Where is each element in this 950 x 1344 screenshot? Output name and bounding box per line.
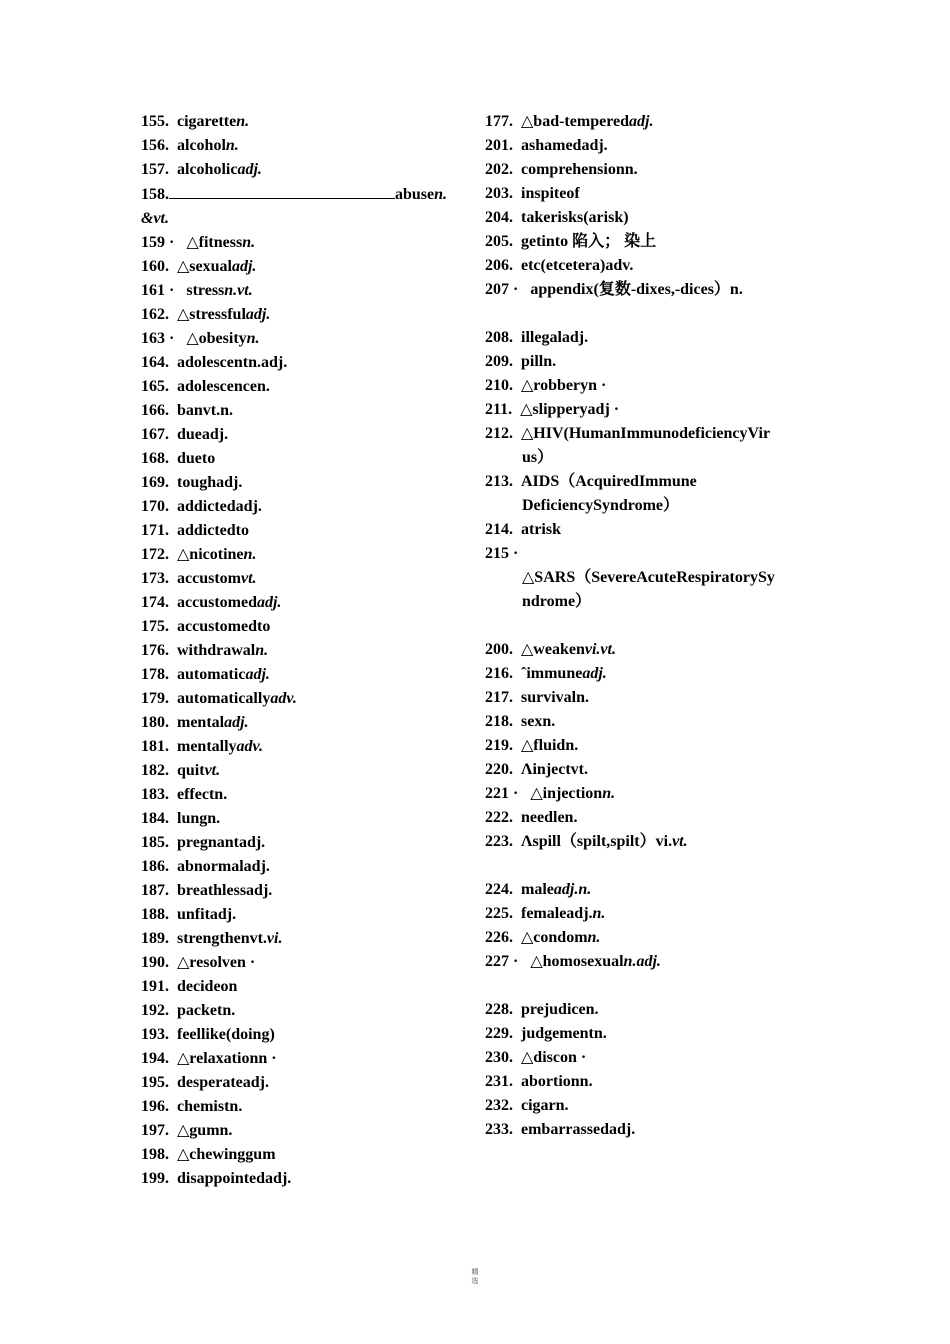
entry-word: △weaken xyxy=(521,641,585,658)
entry-number: 192. xyxy=(141,1002,169,1019)
entry-number: 212. xyxy=(485,425,513,442)
entry-number: 200. xyxy=(485,641,513,658)
entry-number: 156. xyxy=(141,137,169,154)
entry-number: 166. xyxy=(141,402,169,419)
entry-word: prejudicen. xyxy=(521,1001,599,1018)
entry-number: 223. xyxy=(485,833,513,850)
vocab-entry xyxy=(141,423,471,447)
entry-number: 213. xyxy=(485,473,513,490)
entry-number: 217. xyxy=(485,689,513,706)
entry-word: stress xyxy=(186,282,225,299)
entry-word: △SARS（SevereAcuteRespiratorySy xyxy=(522,569,775,586)
entry-number: 178. xyxy=(141,666,169,683)
vocab-entry xyxy=(485,1022,815,1046)
vocab-entry xyxy=(141,447,471,471)
entry-number: 207 · xyxy=(485,281,523,298)
vocab-entry xyxy=(485,518,815,542)
entry-part-of-speech: vt. xyxy=(240,570,257,587)
entry-word: ashamedadj. xyxy=(521,137,608,154)
entry-part-of-speech: adv. xyxy=(236,738,264,755)
vocab-entry xyxy=(485,422,815,446)
vocab-entry xyxy=(485,590,815,614)
entry-word: Λspill（spilt,spilt）vi. xyxy=(521,833,673,850)
entry-part-of-speech: n.vt. xyxy=(224,282,253,299)
entry-word: adolescencen. xyxy=(177,378,270,395)
vocab-entry xyxy=(485,182,815,206)
entry-word: △nicotine xyxy=(177,546,244,563)
entry-number: 224. xyxy=(485,881,513,898)
entry-word: toughadj. xyxy=(177,474,243,491)
entry-part-of-speech: n. xyxy=(225,137,239,154)
entry-word: cigarette xyxy=(177,113,237,130)
vocab-entry xyxy=(141,255,471,279)
entry-word: automatic xyxy=(177,666,246,683)
entry-number: 177. xyxy=(485,113,513,130)
entry-part-of-speech: adj. xyxy=(237,161,262,178)
entry-number: 204. xyxy=(485,209,513,226)
vocab-entry xyxy=(485,830,815,854)
vocab-entry xyxy=(485,1046,815,1070)
entry-part-of-speech: n. xyxy=(246,330,260,347)
entry-number: 226. xyxy=(485,929,513,946)
vocab-entry xyxy=(141,807,471,831)
vocab-entry xyxy=(485,806,815,830)
entry-number: 220. xyxy=(485,761,513,778)
entry-number: 187. xyxy=(141,882,169,899)
entry-number: 158. xyxy=(141,186,169,203)
entry-word: inspiteof xyxy=(521,185,580,202)
vocab-entry xyxy=(485,134,815,158)
entry-word: etc(etcetera)adv. xyxy=(521,257,634,274)
vocab-entry xyxy=(141,831,471,855)
entry-number: 229. xyxy=(485,1025,513,1042)
entry-number: 180. xyxy=(141,714,169,731)
entry-word: accustomedto xyxy=(177,618,271,635)
entry-word: mental xyxy=(177,714,225,731)
entry-number: 186. xyxy=(141,858,169,875)
vocab-entry xyxy=(141,543,471,567)
entry-word: disappointedadj. xyxy=(177,1170,292,1187)
vocab-entry xyxy=(485,398,815,422)
entry-number: 199. xyxy=(141,1170,169,1187)
entry-part-of-speech: adj. xyxy=(582,665,607,682)
entry-number: 195. xyxy=(141,1074,169,1091)
entry-word: ˆimmune xyxy=(521,665,583,682)
vocab-entry xyxy=(485,950,815,974)
entry-number: 185. xyxy=(141,834,169,851)
entry-number: 194. xyxy=(141,1050,169,1067)
entry-word: △fluidn. xyxy=(521,737,579,754)
vocab-entry xyxy=(141,591,471,615)
entry-word: us） xyxy=(522,449,554,466)
vocab-entry xyxy=(141,327,471,351)
vocab-entry xyxy=(141,351,471,375)
entry-number: 215 · xyxy=(485,545,523,562)
entry-word: cigarn. xyxy=(521,1097,569,1114)
entry-number: 233. xyxy=(485,1121,513,1138)
entry-word: withdrawal xyxy=(177,642,256,659)
entry-number: 173. xyxy=(141,570,169,587)
vocab-entry xyxy=(485,782,815,806)
entry-part-of-speech: adj. xyxy=(629,113,654,130)
entry-word: DeficiencySyndrome） xyxy=(522,497,680,514)
entry-word: desperateadj. xyxy=(177,1074,269,1091)
entry-number: 198. xyxy=(141,1146,169,1163)
entry-word: comprehensionn. xyxy=(521,161,638,178)
entry-number: 209. xyxy=(485,353,513,370)
vocab-entry xyxy=(141,303,471,327)
vocab-entry xyxy=(485,878,815,902)
entry-word: abortionn. xyxy=(521,1073,593,1090)
entry-number: 188. xyxy=(141,906,169,923)
entry-word: needlen. xyxy=(521,809,578,826)
entry-part-of-speech: n. xyxy=(236,113,250,130)
entry-word: effectn. xyxy=(177,786,228,803)
entry-word: Λinjectvt. xyxy=(521,761,588,778)
entry-word: △homosexual xyxy=(530,953,624,970)
right-vocabulary-column xyxy=(485,110,815,1142)
vocab-entry xyxy=(485,278,815,302)
entry-word: △slipperyadj · xyxy=(520,401,620,418)
vocab-entry xyxy=(141,999,471,1023)
vocab-entry xyxy=(485,446,815,470)
entry-number: 181. xyxy=(141,738,169,755)
entry-number: 205. xyxy=(485,233,513,250)
entry-number: 232. xyxy=(485,1097,513,1114)
entry-word: getinto 陷入； 染上 xyxy=(521,233,657,250)
vocab-entry xyxy=(485,374,815,398)
entry-number: 221 · xyxy=(485,785,523,802)
vocab-entry xyxy=(141,231,471,255)
entry-word: △sexual xyxy=(177,258,232,275)
entry-part-of-speech: n.adj. xyxy=(623,953,661,970)
entry-part-of-speech: vt. xyxy=(672,833,688,850)
entry-word: mentally xyxy=(177,738,237,755)
entry-part-of-speech: n. xyxy=(587,929,601,946)
vocab-entry xyxy=(141,158,471,182)
vocab-entry xyxy=(141,110,471,134)
entry-number: 219. xyxy=(485,737,513,754)
entry-part-of-speech: adj. xyxy=(256,594,282,611)
entry-word: chemistn. xyxy=(177,1098,243,1115)
entry-word: survivaln. xyxy=(521,689,590,706)
entry-word: sexn. xyxy=(521,713,556,730)
entry-word: unfitadj. xyxy=(177,906,237,923)
entry-word: pregnantadj. xyxy=(177,834,266,851)
vocab-entry xyxy=(141,687,471,711)
entry-number: 170. xyxy=(141,498,169,515)
blank-spacer xyxy=(485,974,815,998)
entry-number: 203. xyxy=(485,185,513,202)
vocab-entry xyxy=(485,926,815,950)
vocab-entry xyxy=(141,1167,471,1191)
entry-number: 165. xyxy=(141,378,169,395)
vocab-entry xyxy=(141,207,471,231)
entry-number: 174. xyxy=(141,594,169,611)
entry-word: △relaxationn · xyxy=(177,1050,277,1067)
vocab-entry xyxy=(141,495,471,519)
vocab-entry xyxy=(141,951,471,975)
entry-number: 183. xyxy=(141,786,169,803)
entry-word: △gumn. xyxy=(177,1122,233,1139)
entry-word: △fitness xyxy=(186,234,243,251)
footer-char-1: 精 xyxy=(471,1268,479,1276)
entry-number: 189. xyxy=(141,930,169,947)
entry-number: 159 · xyxy=(141,234,179,251)
vocab-entry xyxy=(141,783,471,807)
entry-number: 169. xyxy=(141,474,169,491)
entry-part-of-speech: adj. xyxy=(231,258,257,275)
entry-number: 179. xyxy=(141,690,169,707)
entry-number: 191. xyxy=(141,978,169,995)
entry-part-of-speech: n. xyxy=(255,642,269,659)
vocab-entry xyxy=(141,567,471,591)
entry-number: 160. xyxy=(141,258,169,275)
entry-word: strengthenvt. xyxy=(177,930,267,947)
entry-word: male xyxy=(521,881,554,898)
vocab-entry xyxy=(141,903,471,927)
vocab-entry xyxy=(141,1143,471,1167)
entry-part-of-speech: vt. xyxy=(204,762,221,779)
vocab-entry xyxy=(485,158,815,182)
entry-number: 206. xyxy=(485,257,513,274)
entry-part-of-speech: adj. xyxy=(245,666,270,683)
vocab-entry xyxy=(485,758,815,782)
entry-word: feellike(doing) xyxy=(177,1026,275,1043)
entry-number: 201. xyxy=(485,137,513,154)
entry-word: decideon xyxy=(177,978,238,995)
entry-number: 214. xyxy=(485,521,513,538)
vocab-entry xyxy=(141,639,471,663)
entry-word: accustomed xyxy=(177,594,257,611)
entry-part-of-speech: adj.n. xyxy=(553,881,592,898)
entry-word: takerisks(arisk) xyxy=(521,209,629,226)
entry-number: 164. xyxy=(141,354,169,371)
entry-part-of-speech: &vt. xyxy=(141,210,169,227)
entry-word: abnormaladj. xyxy=(177,858,270,875)
vocab-entry xyxy=(141,927,471,951)
entry-word: △stressful xyxy=(177,306,246,323)
entry-word: packetn. xyxy=(177,1002,236,1019)
vocab-entry xyxy=(485,254,815,278)
entry-word: AIDS（AcquiredImmune xyxy=(521,473,697,490)
entry-word: lungn. xyxy=(177,810,221,827)
entry-number: 211. xyxy=(485,401,513,418)
entry-word: pilln. xyxy=(521,353,557,370)
vocab-entry xyxy=(141,1023,471,1047)
entry-word: accustom xyxy=(177,570,241,587)
vocab-entry xyxy=(141,1047,471,1071)
entry-word: △HIV(HumanImmunodeficiencyVir xyxy=(521,425,771,442)
vocab-entry xyxy=(141,375,471,399)
entry-number: 168. xyxy=(141,450,169,467)
footer-char-2: 选 xyxy=(471,1277,479,1285)
blank-spacer xyxy=(485,302,815,326)
vocab-entry xyxy=(485,1094,815,1118)
entry-word: alcoholic xyxy=(177,161,238,178)
vocab-entry xyxy=(141,471,471,495)
entry-number: 162. xyxy=(141,306,169,323)
vocab-entry xyxy=(141,182,471,207)
entry-number: 196. xyxy=(141,1098,169,1115)
vocab-entry xyxy=(141,735,471,759)
entry-part-of-speech: vi.vt. xyxy=(584,641,616,658)
entry-word: automatically xyxy=(177,690,271,707)
entry-word: banvt.n. xyxy=(177,402,234,419)
entry-number: 230. xyxy=(485,1049,513,1066)
vocab-entry xyxy=(485,542,815,566)
entry-word: △injection xyxy=(530,785,603,802)
vocab-entry xyxy=(485,710,815,734)
entry-number: 190. xyxy=(141,954,169,971)
vocab-entry xyxy=(485,998,815,1022)
vocab-entry xyxy=(485,206,815,230)
entry-word: breathlessadj. xyxy=(177,882,273,899)
vocab-entry xyxy=(485,566,815,590)
vocab-entry xyxy=(141,759,471,783)
entry-part-of-speech: adj. xyxy=(245,306,271,323)
entry-number: 197. xyxy=(141,1122,169,1139)
entry-word: illegaladj. xyxy=(521,329,589,346)
entry-number: 182. xyxy=(141,762,169,779)
blank-spacer xyxy=(485,614,815,638)
entry-number: 227 · xyxy=(485,953,523,970)
entry-part-of-speech: vi. xyxy=(266,930,283,947)
entry-word: △bad-tempered xyxy=(521,113,629,130)
entry-word: △obesity xyxy=(186,330,247,347)
vocab-entry xyxy=(485,110,815,134)
entry-number: 167. xyxy=(141,426,169,443)
entry-number: 222. xyxy=(485,809,513,826)
vocab-entry xyxy=(485,1118,815,1142)
entry-word: femaleadj. xyxy=(521,905,593,922)
entry-number: 193. xyxy=(141,1026,169,1043)
entry-number: 161 · xyxy=(141,282,179,299)
vocab-entry xyxy=(141,879,471,903)
entry-part-of-speech: n. xyxy=(243,546,257,563)
entry-number: 163 · xyxy=(141,330,179,347)
entry-word: abuse xyxy=(395,186,435,203)
entry-word: △condom xyxy=(521,929,588,946)
entry-word: △robberyn · xyxy=(521,377,607,394)
entry-word: addictedadj. xyxy=(177,498,262,515)
left-vocabulary-column xyxy=(141,110,471,1191)
entry-word: ndrome） xyxy=(522,593,592,610)
entry-word: atrisk xyxy=(521,521,561,538)
vocab-entry xyxy=(141,1095,471,1119)
vocab-entry xyxy=(141,855,471,879)
entry-number: 175. xyxy=(141,618,169,635)
entry-part-of-speech: adv. xyxy=(270,690,297,707)
entry-number: 225. xyxy=(485,905,513,922)
vocab-entry xyxy=(141,519,471,543)
vocab-entry xyxy=(485,686,815,710)
entry-number: 184. xyxy=(141,810,169,827)
entry-word: addictedto xyxy=(177,522,249,539)
vocab-entry xyxy=(141,279,471,303)
page-footer xyxy=(0,1268,950,1286)
entry-number: 231. xyxy=(485,1073,513,1090)
vocab-entry xyxy=(485,638,815,662)
entry-number: 208. xyxy=(485,329,513,346)
fill-in-blank-line xyxy=(169,182,395,199)
vocab-entry xyxy=(141,663,471,687)
entry-number: 210. xyxy=(485,377,513,394)
vocab-entry xyxy=(485,734,815,758)
vocab-entry xyxy=(485,350,815,374)
entry-word: △chewinggum xyxy=(177,1146,276,1163)
entry-number: 155. xyxy=(141,113,169,130)
entry-number: 228. xyxy=(485,1001,513,1018)
blank-spacer xyxy=(485,854,815,878)
vocab-entry xyxy=(141,711,471,735)
entry-word: quit xyxy=(177,762,205,779)
entry-part-of-speech: n. xyxy=(602,785,616,802)
entry-number: 176. xyxy=(141,642,169,659)
entry-word: dueadj. xyxy=(177,426,229,443)
entry-number: 172. xyxy=(141,546,169,563)
vocab-entry xyxy=(485,902,815,926)
vocab-entry xyxy=(485,494,815,518)
entry-word: alcohol xyxy=(177,137,226,154)
vocab-entry xyxy=(485,1070,815,1094)
entry-number: 157. xyxy=(141,161,169,178)
vocab-entry xyxy=(141,615,471,639)
entry-part-of-speech: adj. xyxy=(224,714,249,731)
entry-word: dueto xyxy=(177,450,216,467)
entry-part-of-speech: n. xyxy=(592,905,606,922)
vocab-entry xyxy=(141,134,471,158)
entry-word: adolescentn.adj. xyxy=(177,354,288,371)
vocab-entry xyxy=(485,326,815,350)
entry-word: △resolven · xyxy=(177,954,256,971)
entry-word: appendix(复数-dixes,-dices）n. xyxy=(530,281,743,298)
vocab-entry xyxy=(141,399,471,423)
entry-number: 202. xyxy=(485,161,513,178)
entry-part-of-speech: n. xyxy=(242,234,256,251)
vocab-entry xyxy=(485,470,815,494)
vocab-entry xyxy=(485,230,815,254)
vocab-entry xyxy=(141,1071,471,1095)
entry-word: judgementn. xyxy=(521,1025,607,1042)
entry-word: embarrassedadj. xyxy=(521,1121,636,1138)
entry-word: △discon · xyxy=(521,1049,587,1066)
vocab-entry xyxy=(141,1119,471,1143)
vocab-entry xyxy=(141,975,471,999)
entry-number: 171. xyxy=(141,522,169,539)
entry-number: 216. xyxy=(485,665,513,682)
entry-part-of-speech: n. xyxy=(434,186,448,203)
entry-number: 218. xyxy=(485,713,513,730)
vocab-entry xyxy=(485,662,815,686)
